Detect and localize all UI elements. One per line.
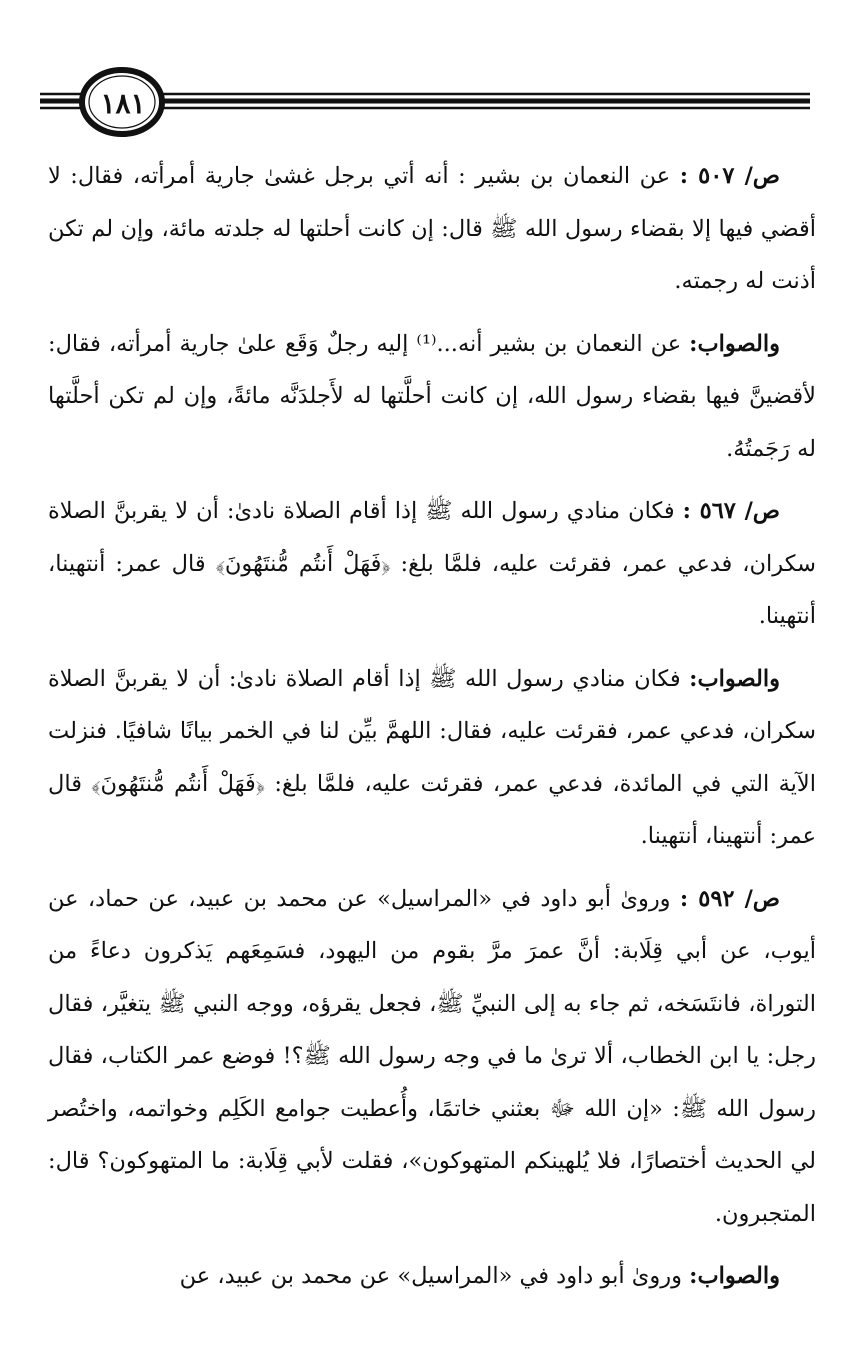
- correction-label: والصواب:: [689, 665, 780, 692]
- page-header: [40, 56, 820, 156]
- paragraph-text: فكان منادي رسول الله ﷺ إذا أقام الصلاة نادىٰ: أن لا يقربنَّ الصلاة سكران، فدعي عمر، فقرئت عليه، فلمَّا بلغ: ﴿فَهَلْ أَنتُم مُّنتَهُونَ﴾ قال عمر: أنتهينا، أنتهينا.: [48, 498, 816, 629]
- paragraph-2: [48, 318, 816, 476]
- reference-label: ص/ ٥٦٧ :: [682, 498, 781, 524]
- paragraph-text: عن النعمان بن بشير أنه...⁽¹⁾ إليه رجلٌ وَقَع علىٰ جارية أمرأته، فقال: لأقضينَّ فيها بقضاء رسول الله، إن كانت أحلَّتها له لأَجلدَنَّه مائةً، وإن لم تكن أحلَّتها له رَجَمتُهُ.: [48, 330, 816, 462]
- paragraph-4: [48, 653, 816, 863]
- paragraph-1: [48, 150, 816, 308]
- reference-label: ص/ ٥٠٧ :: [679, 163, 780, 189]
- page-number: ١٨١: [100, 87, 146, 120]
- paragraph-text: ورویٰ أبو داود في «المراسيل» عن محمد بن عبيد، عن حماد، عن أيوب، عن أبي قِلَابة: أنَّ عمرَ مرَّ بقوم من اليهود، فسَمِعَهم يَذكرون دعاءً من التوراة، فانتَسَخه، ثم جاء به إلى النبيِّ ﷺ، فجعل يقرؤه، ووجه النبي ﷺ يتغيَّر، فقال رجل: يا ابن الخطاب، ألا ترىٰ ما في وجه رسول الله ﷺ؟! فوضع عمر الكتاب، فقال رسول الله ﷺ: «إن الله ﷻ بعثني خاتمًا، وأُعطيت جوامع الكَلِم وخواتمه، واختُصر لي الحديث أختصارًا، فلا يُلهينكم المتهوكون»، فقلت لأبي قِلَابة: ما المتهوكون؟ قال: المتجبرون.: [48, 885, 816, 1227]
- text-body: [48, 150, 816, 1313]
- paragraph-5: [48, 873, 816, 1241]
- correction-label: والصواب:: [689, 1263, 780, 1289]
- correction-label: والصواب:: [689, 330, 780, 357]
- paragraph-text: فكان منادي رسول الله ﷺ إذا أقام الصلاة نادىٰ: أن لا يقربنَّ الصلاة سكران، فدعي عمر، فقرئت عليه، فقال: اللهمَّ بيِّن لنا في الخمر بيانًا شافيًا. فنزلت الآية التي في المائدة، فدعي عمر، فقرئت عليه، فلمَّا بلغ: ﴿فَهَلْ أَنتُم مُّنتَهُونَ﴾ قال عمر: أنتهينا، أنتهينا.: [48, 665, 816, 849]
- paragraph-text: ورویٰ أبو داود في «المراسيل» عن محمد بن عبيد، عن: [179, 1263, 690, 1289]
- paragraph-3: [48, 485, 816, 643]
- paragraph-6: [48, 1250, 816, 1303]
- paragraph-text: عن النعمان بن بشير : أنه أتي برجل غشىٰ جارية أمرأته، فقال: لا أقضي فيها إلا بقضاء رسول الله ﷺ قال: إن كانت أحلتها له جلدته مائة، وإن لم تكن أذنت له رجمته.: [48, 163, 816, 294]
- reference-label: ص/ ٥٩٢ :: [679, 885, 780, 912]
